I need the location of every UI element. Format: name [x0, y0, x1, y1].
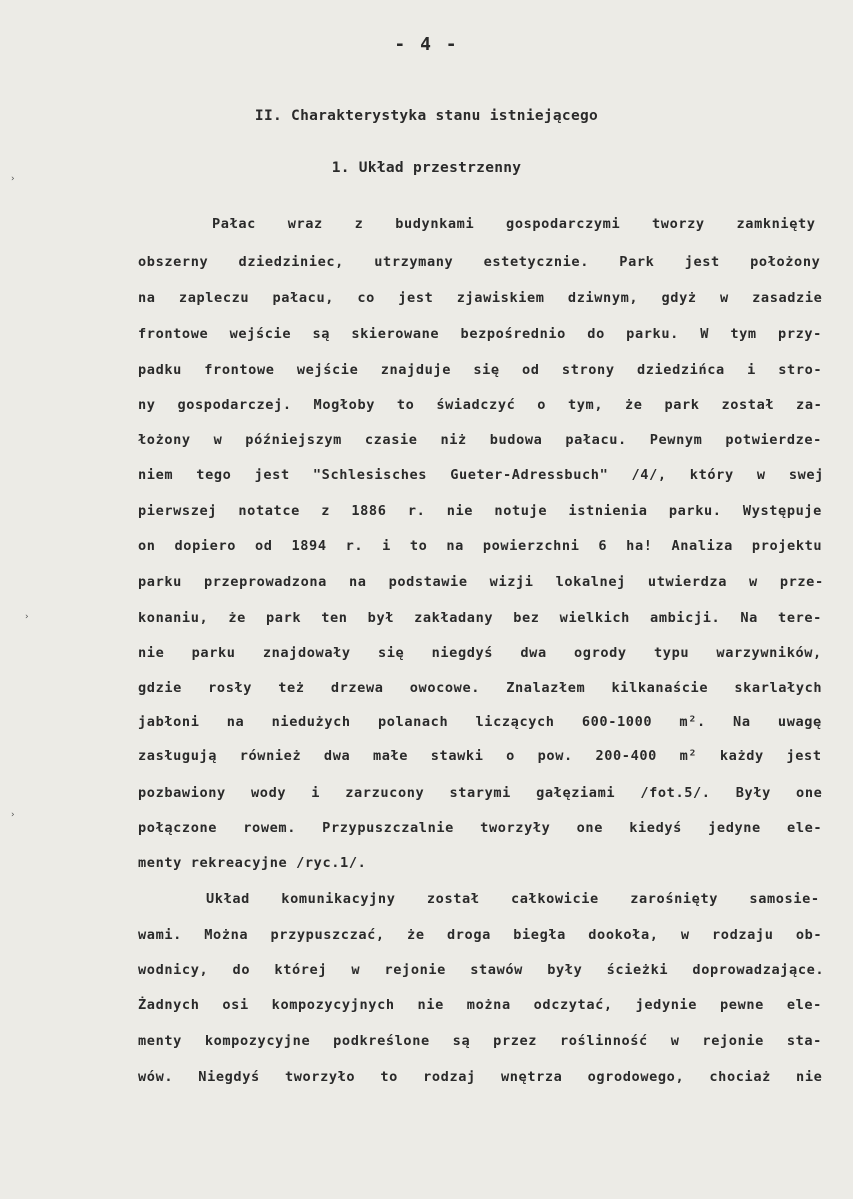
page-number: - 4 -	[394, 34, 459, 55]
text-line: wodnicy, do której w rejonie stawów były ścieżki doprowadzające.	[138, 962, 825, 978]
text-line: padku frontowe wejście znajduje się od strony dziedzińca i stro-	[138, 362, 823, 378]
text-line: frontowe wejście są skierowane bezpośrednio do parku. W tym przy-	[138, 326, 822, 342]
text-line: gdzie rosły też drzewa owocowe. Znalazłem kilkanaście skarlałych	[138, 680, 823, 696]
text-line: konaniu, że park ten był zakładany bez wielkich ambicji. Na tere-	[138, 610, 822, 626]
margin-mark: ›	[24, 612, 30, 622]
text-line: Układ komunikacyjny został całkowicie zarośnięty samosie-	[206, 891, 820, 907]
text-line: niem tego jest "Schlesisches Gueter-Adressbuch" /4/, który w swej	[138, 467, 824, 483]
text-line: łożony w późniejszym czasie niż budowa pałacu. Pewnym potwierdze-	[138, 432, 822, 448]
text-line: nie parku znajdowały się niegdyś dwa ogrody typu warzywników,	[138, 645, 822, 661]
text-line: pierwszej notatce z 1886 r. nie notuje istnienia parku. Występuje	[138, 503, 822, 519]
margin-mark: ›	[10, 810, 16, 820]
margin-mark: ›	[10, 174, 16, 184]
text-line: menty kompozycyjne podkreślone są przez roślinność w rejonie sta-	[138, 1033, 822, 1049]
text-line: zasługują również dwa małe stawki o pow. 200-400 m² każdy jest	[138, 748, 822, 764]
text-line: Żadnych osi kompozycyjnych nie można odczytać, jedynie pewne ele-	[138, 997, 822, 1013]
text-line: obszerny dziedziniec, utrzymany estetycznie. Park jest położony	[138, 254, 821, 270]
text-line: połączone rowem. Przypuszczalnie tworzyły one kiedyś jedyne ele-	[138, 820, 823, 836]
section-title: 1. Układ przestrzenny	[331, 160, 522, 176]
text-line: jabłoni na niedużych polanach liczących 600-1000 m². Na uwagę	[138, 714, 822, 730]
chapter-title: II. Charakterystyka stanu istniejącego	[254, 108, 599, 124]
text-line: na zapleczu pałacu, co jest zjawiskiem dziwnym, gdyż w zasadzie	[138, 290, 823, 306]
text-line: parku przeprowadzona na podstawie wizji lokalnej utwierdza w prze-	[138, 574, 824, 590]
text-line: on dopiero od 1894 r. i to na powierzchni 6 ha! Analiza projektu	[138, 538, 823, 554]
text-line: wami. Można przypuszczać, że droga biegła dookoła, w rodzaju ob-	[138, 927, 823, 943]
text-line: pozbawiony wody i zarzucony starymi gałęziami /fot.5/. Były one	[138, 785, 823, 801]
text-line: ny gospodarczej. Mogłoby to świadczyć o tym, że park został za-	[138, 397, 823, 413]
text-line: menty rekreacyjne /ryc.1/.	[138, 855, 367, 871]
text-line: wów. Niegdyś tworzyło to rodzaj wnętrza ogrodowego, chociaż nie	[138, 1069, 823, 1085]
text-line: Pałac wraz z budynkami gospodarczymi tworzy zamknięty	[212, 216, 816, 232]
